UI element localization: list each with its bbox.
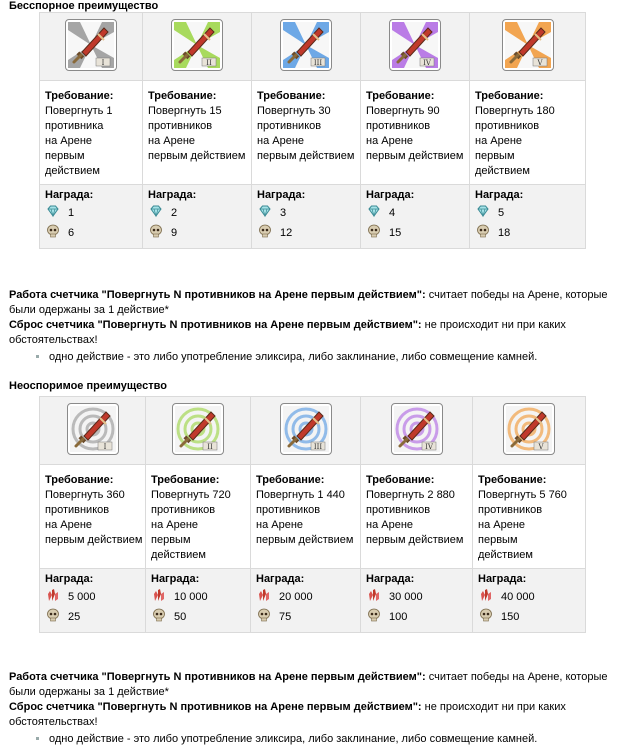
reward-primary-value: 5 <box>498 206 505 219</box>
reward-secondary-value: 15 <box>389 226 402 239</box>
reward-cell <box>252 185 361 249</box>
crystal-icon <box>151 588 174 607</box>
reward-secondary-value: 150 <box>501 610 520 623</box>
reward-secondary-value: 12 <box>280 226 293 239</box>
achievement-icon-cell <box>473 397 586 465</box>
svg-text:III: III <box>313 443 322 451</box>
reward-label: Награда: <box>45 573 94 585</box>
reward-secondary <box>366 223 469 243</box>
requirement-text: противников <box>257 120 322 132</box>
crystal-icon <box>478 588 501 607</box>
requirement-text: действием <box>45 165 100 177</box>
skull-icon <box>366 224 389 243</box>
reward-label: Награда: <box>366 573 415 585</box>
svg-text:V: V <box>536 59 543 67</box>
skull-icon <box>45 224 68 243</box>
reward-cell <box>473 569 586 633</box>
requirement-cell <box>470 81 586 185</box>
requirement-text: противников <box>151 504 216 516</box>
svg-text:II: II <box>207 443 213 451</box>
reward-primary-value: 40 000 <box>501 590 535 603</box>
gem-icon <box>257 204 280 223</box>
skull-icon <box>148 224 171 243</box>
achievement-table <box>39 396 586 633</box>
requirement-text: Повергнуть 1 440 <box>256 489 345 501</box>
skull-icon <box>478 608 501 627</box>
svg-text:II: II <box>206 59 212 67</box>
reward-secondary <box>256 607 360 627</box>
crystal-icon <box>45 588 68 607</box>
reward-primary <box>475 203 585 223</box>
svg-text:V: V <box>538 443 544 451</box>
reward-primary-value: 1 <box>68 206 75 219</box>
reward-secondary <box>45 223 142 243</box>
achievement-icon-cell <box>143 13 252 81</box>
requirement-cell <box>40 465 146 569</box>
requirement-text: первым <box>475 150 515 162</box>
requirement-text: противников <box>475 120 540 132</box>
requirement-label: Требование: <box>151 474 220 486</box>
requirement-text: Повергнуть 1 <box>45 105 113 117</box>
requirement-text: противников <box>256 504 321 516</box>
requirement-cell <box>143 81 252 185</box>
requirement-text: Повергнуть 5 760 <box>478 489 567 501</box>
requirement-label: Требование: <box>256 474 325 486</box>
requirement-text: первым действием <box>366 150 464 162</box>
reward-secondary <box>475 223 585 243</box>
requirement-text: противников <box>478 504 543 516</box>
reward-label: Награда: <box>478 573 527 585</box>
reward-primary <box>148 203 251 223</box>
reward-cell <box>470 185 586 249</box>
reward-primary <box>366 203 469 223</box>
reward-label: Награда: <box>257 189 306 201</box>
note-bullet: ▪ одно действие - это либо употребление эликсира, либо заклинание, либо совмещение камней. <box>49 350 609 365</box>
sword-badge-icon <box>65 19 117 71</box>
svg-text:IV: IV <box>423 59 431 67</box>
reward-cell <box>143 185 252 249</box>
skull-icon <box>151 608 174 627</box>
reward-label: Награда: <box>148 189 197 201</box>
requirement-text: Повергнуть 90 <box>366 105 440 117</box>
svg-text:I: I <box>101 59 105 67</box>
reward-secondary <box>148 223 251 243</box>
reward-cell <box>251 569 361 633</box>
reward-primary <box>366 587 472 607</box>
sword-badge-icon <box>172 403 224 455</box>
skull-icon <box>366 608 389 627</box>
svg-text:I: I <box>103 443 106 451</box>
requirement-cell <box>251 465 361 569</box>
reward-primary-value: 10 000 <box>174 590 208 603</box>
requirement-cell <box>146 465 251 569</box>
reward-primary <box>151 587 250 607</box>
sword-badge-icon <box>67 403 119 455</box>
requirement-label: Требование: <box>148 90 217 102</box>
requirement-text: на Арене <box>45 135 93 147</box>
requirement-text: противника <box>45 120 104 132</box>
reward-primary-value: 5 000 <box>68 590 96 603</box>
achievement-icon-cell <box>40 13 143 81</box>
achievement-icon-cell <box>361 397 473 465</box>
reward-secondary <box>257 223 360 243</box>
section-title: Неоспоримое преимущество <box>9 380 167 392</box>
reward-primary-value: 20 000 <box>279 590 313 603</box>
reward-cell <box>40 185 143 249</box>
requirement-cell <box>361 81 470 185</box>
gem-icon <box>45 204 68 223</box>
requirement-text: на Арене <box>366 519 414 531</box>
skull-icon <box>475 224 498 243</box>
crystal-icon <box>366 588 389 607</box>
reward-label: Награда: <box>366 189 415 201</box>
requirement-text: первым <box>151 534 191 546</box>
section-title: Бесспорное преимущество <box>9 0 159 12</box>
requirement-text: действием <box>151 549 206 561</box>
requirement-text: действием <box>475 165 530 177</box>
achievement-icon-cell <box>361 13 470 81</box>
requirement-text: Повергнуть 180 <box>475 105 555 117</box>
requirement-text: Повергнуть 2 880 <box>366 489 455 501</box>
requirement-text: первым <box>45 150 85 162</box>
requirement-label: Требование: <box>45 90 114 102</box>
reward-secondary <box>45 607 145 627</box>
gem-icon <box>366 204 389 223</box>
reward-primary-value: 4 <box>389 206 396 219</box>
sword-badge-icon <box>389 19 441 71</box>
requirement-text: на Арене <box>151 519 199 531</box>
reward-secondary <box>478 607 585 627</box>
requirement-text: противников <box>366 120 431 132</box>
achievement-icon-cell <box>251 397 361 465</box>
requirement-cell <box>40 81 143 185</box>
reward-primary-value: 30 000 <box>389 590 423 603</box>
requirement-text: первым <box>478 534 518 546</box>
svg-text:IV: IV <box>424 443 433 451</box>
counter-notes <box>9 288 609 365</box>
reward-primary <box>256 587 360 607</box>
requirement-text: действием <box>478 549 533 561</box>
requirement-text: на Арене <box>475 135 523 147</box>
reward-label: Награда: <box>45 189 94 201</box>
requirement-cell <box>252 81 361 185</box>
sword-badge-icon <box>280 19 332 71</box>
reward-cell <box>146 569 251 633</box>
sword-badge-icon <box>391 403 443 455</box>
requirement-label: Требование: <box>366 474 435 486</box>
reward-primary <box>45 587 145 607</box>
skull-icon <box>256 608 279 627</box>
achievement-icon-cell <box>40 397 146 465</box>
reward-cell <box>361 569 473 633</box>
reward-primary-value: 3 <box>280 206 287 219</box>
reward-secondary-value: 18 <box>498 226 511 239</box>
reward-secondary-value: 25 <box>68 610 81 623</box>
reward-primary <box>45 203 142 223</box>
achievement-icon-cell <box>252 13 361 81</box>
sword-badge-icon <box>280 403 332 455</box>
requirement-text: первым действием <box>256 534 354 546</box>
requirement-text: Повергнуть 15 <box>148 105 222 117</box>
sword-badge-icon <box>503 403 555 455</box>
reward-label: Награда: <box>151 573 200 585</box>
counter-notes <box>9 670 609 747</box>
requirement-cell <box>361 465 473 569</box>
requirement-text: на Арене <box>257 135 305 147</box>
requirement-text: первым действием <box>257 150 355 162</box>
requirement-text: на Арене <box>45 519 93 531</box>
note-bullet: ▪ одно действие - это либо употребление эликсира, либо заклинание, либо совмещение камней. <box>49 732 609 747</box>
gem-icon <box>475 204 498 223</box>
skull-icon <box>257 224 280 243</box>
reward-secondary-value: 75 <box>279 610 292 623</box>
achievement-icon-cell <box>470 13 586 81</box>
requirement-cell <box>473 465 586 569</box>
requirement-label: Требование: <box>45 474 114 486</box>
achievement-table <box>39 12 586 249</box>
reward-secondary <box>366 607 472 627</box>
requirement-label: Требование: <box>478 474 547 486</box>
requirement-text: первым действием <box>366 534 464 546</box>
requirement-label: Требование: <box>475 90 544 102</box>
requirement-text: противников <box>366 504 431 516</box>
reward-secondary-value: 50 <box>174 610 187 623</box>
reward-secondary <box>151 607 250 627</box>
requirement-text: противников <box>45 504 110 516</box>
requirement-text: Повергнуть 720 <box>151 489 231 501</box>
reward-cell <box>40 569 146 633</box>
requirement-text: первым действием <box>148 150 246 162</box>
achievement-icon-cell <box>146 397 251 465</box>
requirement-label: Требование: <box>366 90 435 102</box>
gem-icon <box>148 204 171 223</box>
svg-text:III: III <box>313 59 323 67</box>
counter-description: Работа счетчика "Повергнуть N противников на Арене первым действием": считает победы на Арене, которые были одержаны за 1 действие* <box>9 671 608 698</box>
reward-primary-value: 2 <box>171 206 178 219</box>
reset-description: Сброс счетчика "Повергнуть N противников на Арене первым действием": не происходит ни при каких обстоятельствах! <box>9 701 566 728</box>
skull-icon <box>45 608 68 627</box>
requirement-text: на Арене <box>256 519 304 531</box>
requirement-text: на Арене <box>148 135 196 147</box>
reward-primary <box>478 587 585 607</box>
requirement-text: Повергнуть 30 <box>257 105 331 117</box>
reward-secondary-value: 9 <box>171 226 178 239</box>
sword-badge-icon <box>502 19 554 71</box>
reset-description: Сброс счетчика "Повергнуть N противников на Арене первым действием": не происходит ни при каких обстоятельствах! <box>9 319 566 346</box>
reward-secondary-value: 100 <box>389 610 408 623</box>
requirement-label: Требование: <box>257 90 326 102</box>
reward-label: Награда: <box>256 573 305 585</box>
reward-secondary-value: 6 <box>68 226 75 239</box>
requirement-text: на Арене <box>478 519 526 531</box>
requirement-text: на Арене <box>366 135 414 147</box>
sword-badge-icon <box>171 19 223 71</box>
requirement-text: Повергнуть 360 <box>45 489 125 501</box>
crystal-icon <box>256 588 279 607</box>
requirement-text: первым действием <box>45 534 143 546</box>
reward-primary <box>257 203 360 223</box>
requirement-text: противников <box>148 120 213 132</box>
reward-label: Награда: <box>475 189 524 201</box>
reward-cell <box>361 185 470 249</box>
counter-description: Работа счетчика "Повергнуть N противников на Арене первым действием": считает победы на Арене, которые были одержаны за 1 действие* <box>9 289 608 316</box>
